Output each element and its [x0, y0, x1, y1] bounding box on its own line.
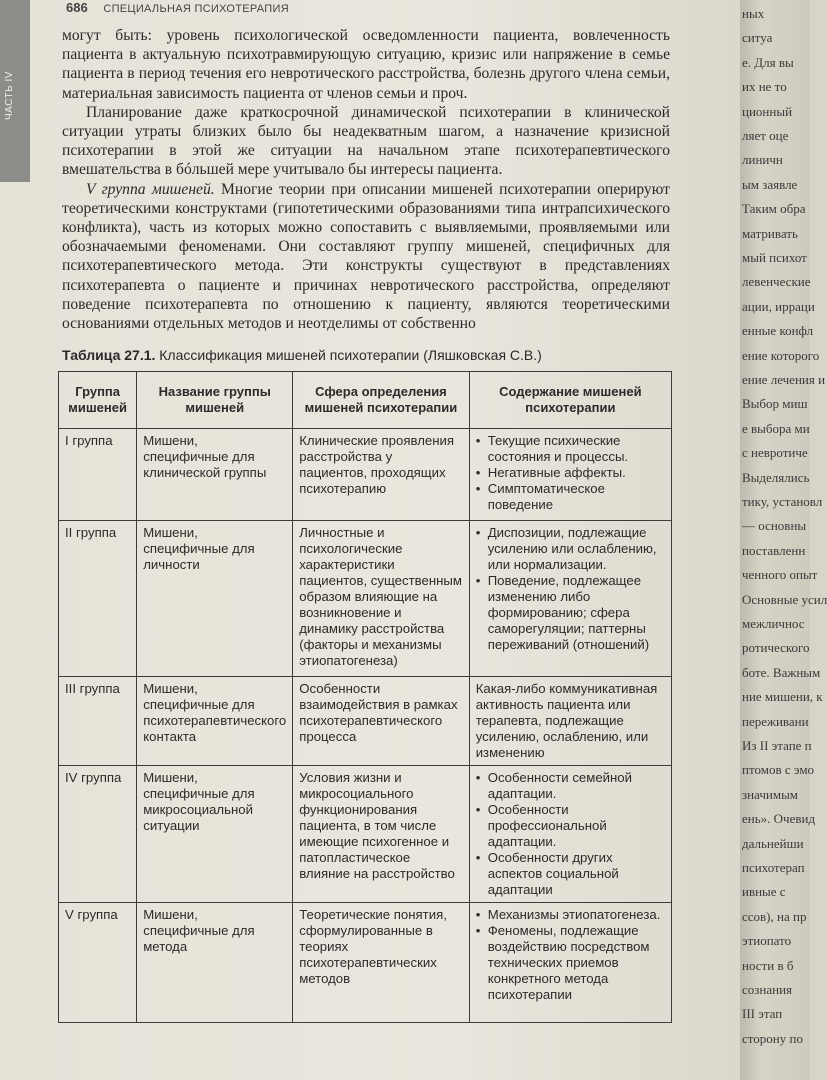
facing-page-edge	[740, 0, 827, 1080]
part-side-tab	[0, 0, 30, 182]
facing-page-line: линичн	[742, 152, 783, 168]
facing-page-line: их не то	[742, 79, 787, 95]
targets-table	[58, 371, 672, 1023]
running-head	[66, 0, 666, 18]
side-tab-label: ЧАСТЬ IV	[4, 71, 15, 120]
cell-sphere: Клинические проявления расстройства у пациентов, проходящих психотерапию	[293, 429, 469, 521]
paragraph-3-text: Многие теории при описании мишеней психотерапии оперируют теоретическими конструктами (гипотетическими образованиями типа интрапсихического конфликта), часть из которых можно сопоставить с выявляемыми, проявляемыми или обозначаемыми феноменами. Они составляют группу мишеней, специфичных для психотерапевтического метода. Эти конструкты существуют в представлениях психотерапевта о пациенте и причинах невротического расстройства, определяют поведение психотерапевта по отношению к пациенту, являются теоретическими основаниями отдельных методов и неотделимы от собственно	[62, 180, 670, 333]
facing-page-line: Выделялись	[742, 469, 810, 485]
facing-page-line: поставленн	[742, 542, 806, 558]
table-row	[59, 521, 672, 677]
cell-sphere: Особенности взаимодействия в рамках психотерапевтического процесса	[293, 677, 469, 766]
table-caption-text: Классификация мишеней психотерапии (Ляшковская С.В.)	[155, 347, 542, 363]
facing-page-line: е. Для вы	[742, 54, 794, 70]
facing-page-line: переживани	[742, 713, 809, 729]
table-row	[59, 677, 672, 766]
facing-page-line: енные конфл	[742, 323, 814, 339]
table-caption-label: Таблица 27.1.	[62, 347, 156, 363]
paragraph-3-lead: V группа мишеней.	[86, 180, 215, 198]
header-content: Содержание мишеней психотерапии	[469, 372, 671, 429]
paragraph-1: могут быть: уровень психологической осведомленности пациента, вовлеченность пациента в актуальную психотравмирующую ситуацию, кризис или напряжение в семье пациента в период течения его невротического расстройства, болезнь другого члена семьи, материальная зависимость пациента от членов семьи и проч.	[62, 27, 670, 102]
paragraph-3	[62, 180, 670, 334]
page-number: 686	[66, 0, 88, 15]
facing-page-line: ляет оце	[742, 128, 789, 143]
facing-page-line: мый психот	[742, 250, 807, 265]
cell-sphere: Личностные и психологические характеристики пациентов, существенным образом влияющие на возникновение и динамику расстройства (факторы и механизмы этиопатогенеза)	[293, 521, 469, 677]
facing-page-line: Таким обра	[742, 201, 806, 217]
cell-group: I группа	[59, 429, 137, 521]
content-item: • Симптоматическое поведение	[476, 481, 665, 513]
facing-page-line: сторону по	[742, 1030, 803, 1046]
facing-page-line: ение которого	[742, 347, 820, 363]
facing-page-line: ение лечения и	[742, 372, 826, 387]
facing-page-line: Выбор миш	[742, 396, 808, 412]
content-item: • Диспозиции, подлежащие усилению или ослаблению, или нормализации.	[476, 525, 665, 573]
facing-page-line: — основны	[742, 518, 807, 534]
facing-page-line: ивные с	[742, 884, 786, 900]
facing-page-line: Основные усил	[742, 591, 827, 607]
paragraph-2: Планирование даже краткосрочной динамической психотерапии в клинической ситуации утраты близких было бы неадекватным шагом, а назначение кризисной психотерапии в этой же ситуации на начальном этапе психотерапевтического вмешательства в бóльшей мере учитывало бы интересы пациента.	[62, 103, 670, 179]
facing-page-line: боте. Важным	[742, 664, 821, 680]
content-item: • Текущие психические состояния и процессы.	[476, 433, 665, 465]
cell-group: III группа	[59, 677, 137, 766]
facing-page-line: этиопато	[742, 933, 792, 949]
header-sphere: Сфера определения мишеней психотерапии	[293, 372, 469, 429]
facing-page-line: значимым	[742, 786, 799, 802]
header-name: Название группы мишеней	[137, 372, 293, 429]
facing-page-line: межличнос	[742, 616, 805, 631]
content-item: • Особенности семейной адаптации.	[476, 770, 665, 802]
table-row	[59, 903, 672, 1023]
cell-content	[469, 429, 671, 521]
cell-name: Мишени, специфичные для микросоциальной ситуации	[137, 766, 293, 903]
facing-page-line: Из II этапе п	[742, 738, 812, 753]
facing-page-line: ности в б	[742, 957, 794, 973]
facing-page-line: ротического	[742, 640, 810, 656]
facing-page-line: ченного опыт	[742, 567, 818, 583]
section-title: СПЕЦИАЛЬНАЯ ПСИХОТЕРАПИЯ	[103, 3, 289, 15]
table-header-row	[59, 372, 672, 429]
table-row	[59, 429, 672, 521]
header-group: Группа мишеней	[59, 372, 137, 429]
content-item: • Особенности других аспектов социальной адаптации	[476, 850, 665, 898]
table-row	[59, 766, 672, 903]
facing-page-line: птомов с эмо	[742, 762, 815, 778]
facing-page-line: е выбора ми	[742, 420, 810, 436]
facing-page-line: ень». Очевид	[742, 811, 816, 827]
table-caption	[62, 347, 682, 363]
facing-page-line: матривать	[742, 225, 798, 241]
cell-name: Мишени, специфичные для клинической группы	[137, 429, 293, 521]
cell-sphere: Теоретические понятия, сформулированные в теориях психотерапевтических методов	[293, 903, 469, 1023]
cell-name: Мишени, специфичные для личности	[137, 521, 293, 677]
content-item: • Феномены, подлежащие воздействию посредством технических приемов конкретного метода психотерапии	[476, 923, 665, 1003]
cell-sphere: Условия жизни и микросоциального функционирования пациента, в том числе имеющие психогенное и патопластическое влияние на расстройство	[293, 766, 469, 903]
facing-page-line: левенческие	[742, 274, 811, 290]
cell-content	[469, 903, 671, 1023]
cell-content	[469, 766, 671, 903]
cell-group: V группа	[59, 903, 137, 1023]
facing-page-line: ситуа	[742, 30, 773, 46]
content-item: • Негативные аффекты.	[476, 465, 665, 481]
cell-name: Мишени, специфичные для психотерапевтического контакта	[137, 677, 293, 766]
content-item: • Особенности профессиональной адаптации.	[476, 802, 665, 850]
facing-page-line: ных	[742, 6, 765, 21]
facing-page-line: психотерап	[742, 860, 805, 875]
facing-page-line: с невротиче	[742, 445, 808, 461]
facing-page-line: тику, установл	[742, 494, 823, 509]
facing-page-line: ым заявле	[742, 176, 798, 192]
content-item: • Поведение, подлежащее изменению либо формированию; сфера саморегуляции; паттерны переживаний (отношений)	[476, 573, 665, 653]
content-item: • Механизмы этиопатогенеза.	[476, 907, 665, 923]
facing-page-line: сознания	[742, 982, 793, 997]
cell-name: Мишени, специфичные для метода	[137, 903, 293, 1023]
cell-content	[469, 521, 671, 677]
cell-group: II группа	[59, 521, 137, 677]
facing-page-line: ссов), на пр	[742, 908, 807, 924]
facing-page-line: дальнейши	[742, 835, 804, 851]
facing-page-line: ционный	[742, 103, 793, 119]
facing-page-line: III этап	[742, 1006, 783, 1022]
facing-page-line: ние мишени, к	[742, 689, 823, 705]
body-text	[62, 26, 670, 333]
facing-page-line: ации, ирраци	[742, 298, 815, 314]
cell-content: Какая-либо коммуникативная активность пациента или терапевта, подлежащие усилению, ослаблению, или изменению	[469, 677, 671, 766]
cell-group: IV группа	[59, 766, 137, 903]
